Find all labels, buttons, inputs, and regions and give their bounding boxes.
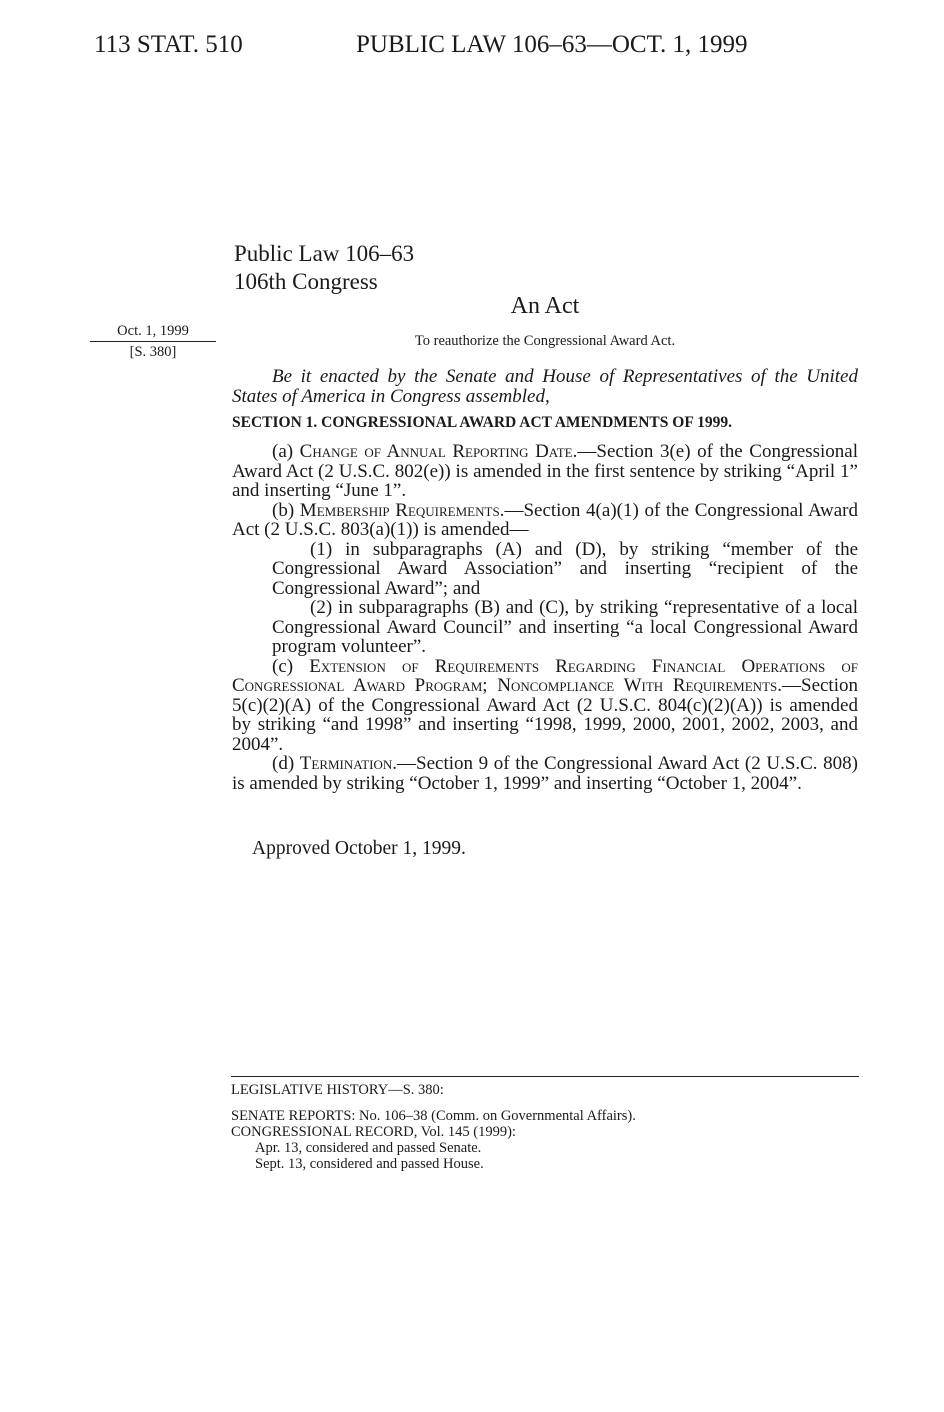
subsection-c-label: (c) (272, 655, 310, 677)
subsection-a-label: (a) (272, 441, 300, 462)
public-law-number: Public Law 106–63 (234, 241, 415, 266)
long-title: To reauthorize the Congressional Award Act. (414, 333, 676, 349)
subsection-c-heading: Extension of Requirements Regarding Financial Operations of Congressional Award Program; Noncompliance With Requirements. (232, 655, 858, 696)
subsection-c-text: —Section 5(c)(2)(A) of the Congressional Award Act (2 U.S.C. 804(c)(2)(A)) is amended by striking “and 1998” and inserting “1998, 1999, 2000, 2001, 2002, 2003, and 2004”. (232, 675, 858, 755)
act-heading: An Act (510, 293, 580, 319)
subsection-b-heading: Membership Requirements. (299, 499, 505, 521)
subsection-a (232, 442, 858, 501)
running-head-title: PUBLIC LAW 106–63—OCT. 1, 1999 (356, 31, 748, 58)
subsection-d (232, 754, 858, 793)
legislative-history (231, 1076, 859, 1172)
congressional-record: CONGRESSIONAL RECORD, Vol. 145 (1999): (231, 1124, 516, 1140)
subsection-a-text: —Section 3(e) of the Congressional Award Act (2 U.S.C. 802(e)) is amended in the first sentence by striking “April 1” and inserting “June 1”. (232, 441, 859, 501)
history-spacer (231, 1098, 859, 1108)
margin-bill-number: [S. 380] (129, 344, 177, 360)
subsection-d-text: —Section 9 of the Congressional Award Act (2 U.S.C. 808) is amended by striking “October 1, 1999” and inserting “October 1, 2004”. (232, 753, 859, 794)
history-action: Apr. 13, considered and passed Senate. (255, 1140, 482, 1156)
enacting-clause-text: Be it enacted by the Senate and House of Representatives of the United States of America in Congress assembled, (232, 366, 858, 407)
page-number: 113 STAT. 510 (94, 31, 243, 58)
subsection-a-heading: Change of Annual Reporting Date. (299, 441, 578, 462)
subsection-b-text: —Section 4(a)(1) of the Congressional Award Act (2 U.S.C. 803(a)(1)) is amended— (232, 499, 859, 540)
subsection-b-paragraph-2: (2) in subparagraphs (B) and (C), by striking “representative of a local Congressional Award Council” and inserting “a local Congressional Award program volunteer”. (272, 597, 858, 657)
margin-date: Oct. 1, 1999 (117, 323, 189, 339)
subsection-b-label: (b) (272, 499, 300, 521)
subsection-b (232, 501, 858, 540)
subsection-c (232, 657, 858, 755)
law-title-block (234, 240, 414, 296)
legislative-history-heading: LEGISLATIVE HISTORY—S. 380: (231, 1082, 444, 1098)
margin-note (90, 322, 216, 361)
congress-number: 106th Congress (234, 269, 378, 294)
section-heading: SECTION 1. CONGRESSIONAL AWARD ACT AMENDMENTS OF 1999. (232, 414, 732, 431)
history-action: Sept. 13, considered and passed House. (255, 1156, 484, 1172)
subsection-b-paragraph-1: (1) in subparagraphs (A) and (D), by striking “member of the Congressional Award Association” and inserting “recipient of the Congressional Award”; and (272, 538, 858, 599)
approval-date: Approved October 1, 1999. (252, 838, 466, 859)
enacting-clause (232, 367, 858, 406)
margin-rule (90, 341, 216, 342)
section-body (232, 442, 858, 793)
senate-reports: SENATE REPORTS: No. 106–38 (Comm. on Governmental Affairs). (231, 1108, 636, 1124)
subsection-d-label: (d) (272, 753, 300, 774)
subsection-d-heading: Termination. (299, 753, 398, 774)
